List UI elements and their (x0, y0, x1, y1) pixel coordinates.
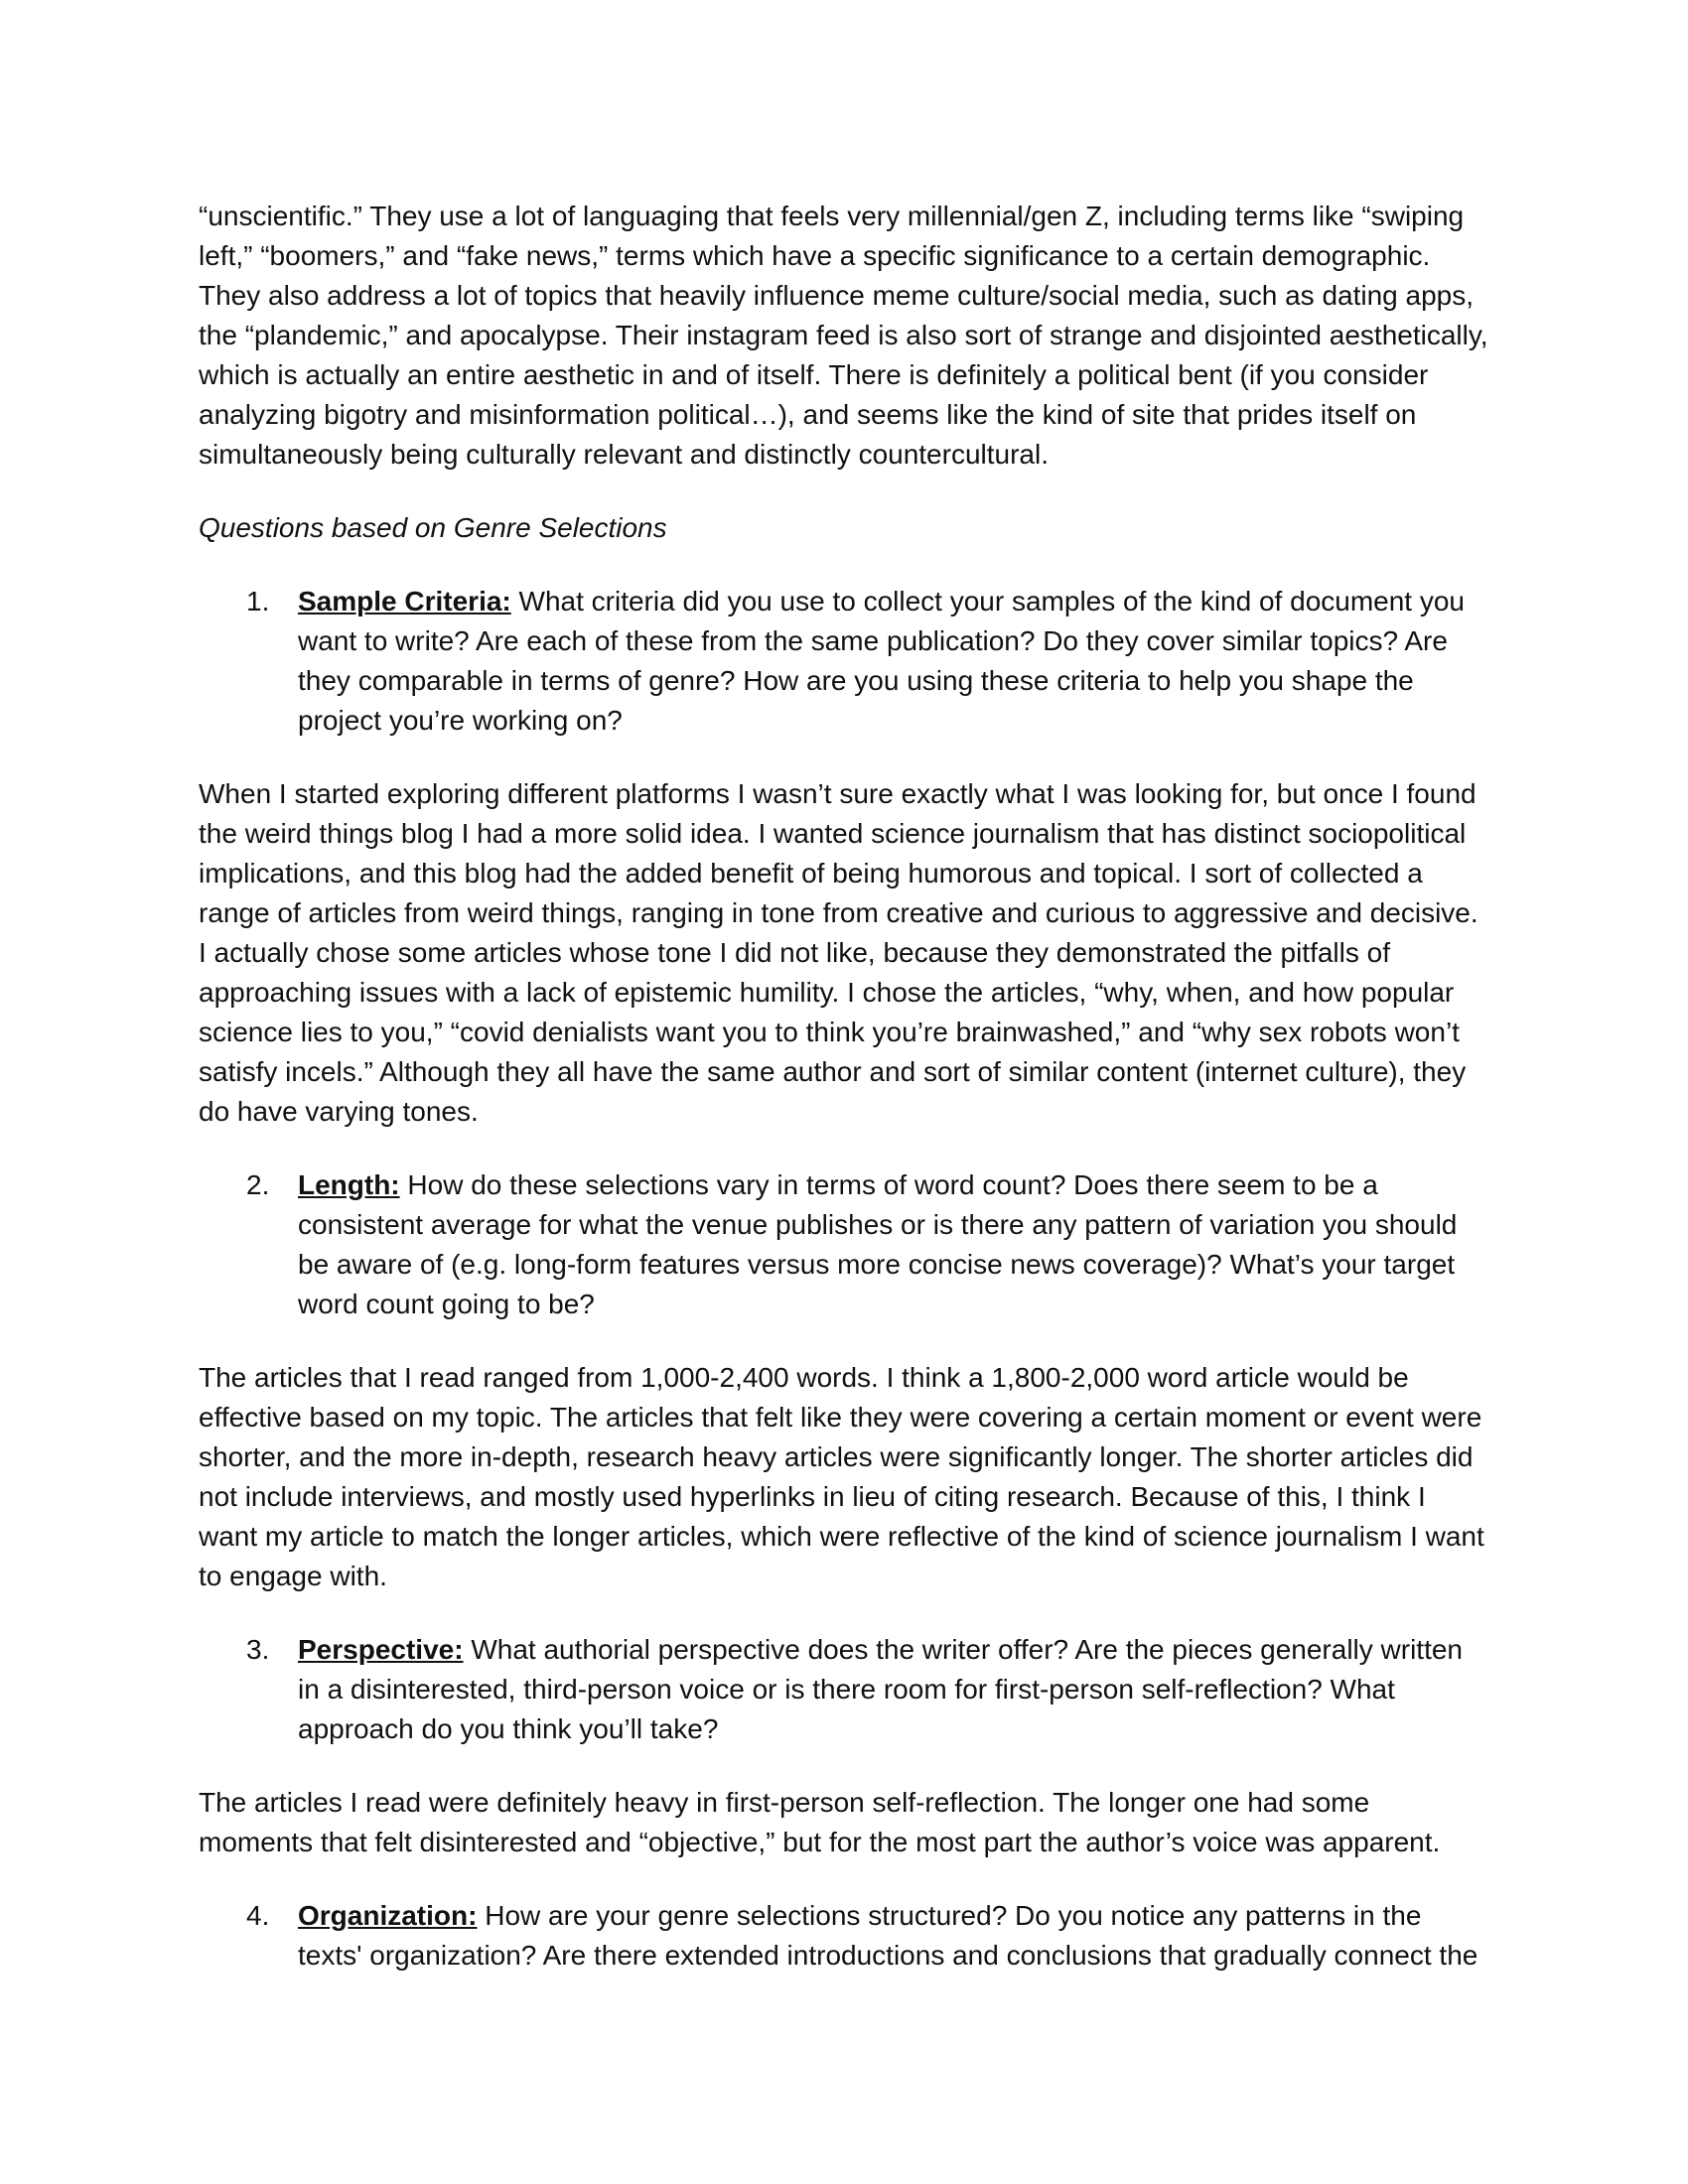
question-prompt: How are your genre selections structured? Do you notice any patterns in the texts' organization? Are there extended introductions and conclusions that gradually connect the (298, 1900, 1478, 1971)
question-4 (199, 1896, 1489, 1976)
section-heading: Questions based on Genre Selections (199, 512, 667, 543)
question-number: 3. (246, 1634, 270, 1665)
question-1 (199, 582, 1489, 741)
question-title: Organization: (298, 1900, 478, 1931)
question-title: Length: (298, 1169, 400, 1200)
question-2 (199, 1165, 1489, 1324)
question-title: Sample Criteria: (298, 586, 511, 616)
question-prompt: How do these selections vary in terms of word count? Does there seem to be a consistent average for what the venue publishes or is there any pattern of variation you should be aware of (e.g. long-form features versus more concise news coverage)? What’s your target word count going to be? (298, 1169, 1458, 1319)
intro-paragraph: “unscientific.” They use a lot of languaging that feels very millennial/gen Z, including terms like “swiping left,” “boomers,” and “fake news,” terms which have a specific significance to a certain demographic. They also address a lot of topics that heavily influence meme culture/social media, such as dating apps, the “plandemic,” and apocalypse. Their instagram feed is also sort of strange and disjointed aesthetically, which is actually an entire aesthetic in and of itself. There is definitely a political bent (if you consider analyzing bigotry and misinformation political…), and seems like the kind of site that prides itself on simultaneously being culturally relevant and distinctly countercultural. (199, 201, 1488, 470)
answer-2: The articles that I read ranged from 1,000-2,400 words. I think a 1,800-2,000 word article would be effective based on my topic. The articles that felt like they were covering a certain moment or event were shorter, and the more in-depth, research heavy articles were significantly longer. The shorter articles did not include interviews, and mostly used hyperlinks in lieu of citing research. Because of this, I think I want my article to match the longer articles, which were reflective of the kind of science journalism I want to engage with. (199, 1362, 1484, 1591)
question-title: Perspective: (298, 1634, 464, 1665)
question-3 (199, 1630, 1489, 1749)
question-prompt: What criteria did you use to collect your samples of the kind of document you want to write? Are each of these from the same publication? Do they cover similar topics? Are they comparable in terms of genre? How are you using these criteria to help you shape the project you’re working on? (298, 586, 1466, 736)
answer-3: The articles I read were definitely heavy in first-person self-reflection. The longer one had some moments that felt disinterested and “objective,” but for the most part the author’s voice was apparent. (199, 1787, 1441, 1857)
document-page (199, 197, 1489, 1976)
answer-1: When I started exploring different platforms I wasn’t sure exactly what I was looking for, but once I found the weird things blog I had a more solid idea. I wanted science journalism that has distinct sociopolitical implications, and this blog had the added benefit of being humorous and topical. I sort of collected a range of articles from weird things, ranging in tone from creative and curious to aggressive and decisive. I actually chose some articles whose tone I did not like, because they demonstrated the pitfalls of approaching issues with a lack of epistemic humility. I chose the articles, “why, when, and how popular science lies to you,” “covid denialists want you to think you’re brainwashed,” and “why sex robots won’t satisfy incels.” Although they all have the same author and sort of similar content (internet culture), they do have varying tones. (199, 778, 1478, 1127)
question-number: 2. (246, 1169, 270, 1200)
question-prompt: What authorial perspective does the writer offer? Are the pieces generally written in a disinterested, third-person voice or is there room for first-person self-reflection? What approach do you think you’ll take? (298, 1634, 1464, 1744)
question-number: 1. (246, 586, 270, 616)
question-number: 4. (246, 1900, 270, 1931)
